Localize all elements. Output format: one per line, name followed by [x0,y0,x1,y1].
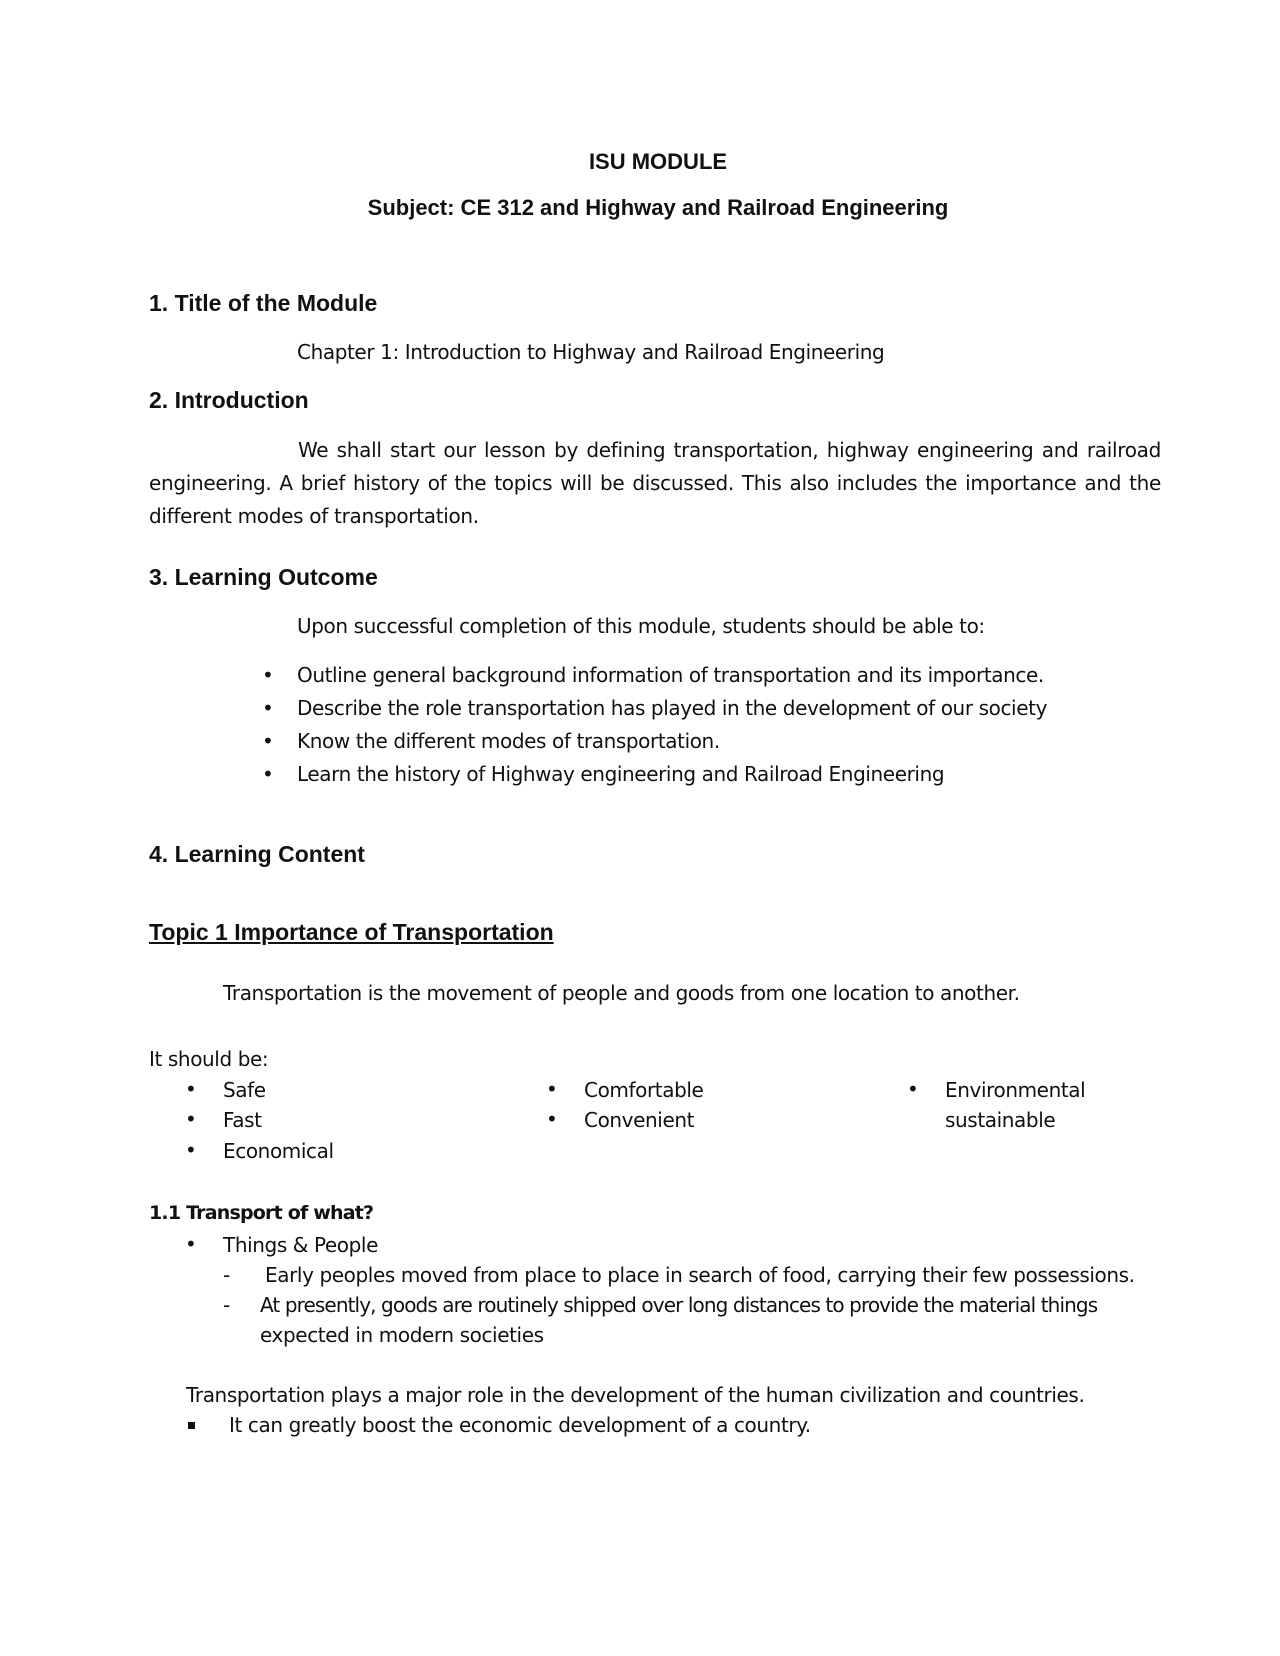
introduction-paragraph [149,434,1161,533]
quality-item-continuation: sustainable [945,1108,1056,1132]
bullet-icon: • [546,1107,558,1131]
outcome-lead: Upon successful completion of this module, students should be able to: [297,614,985,638]
topic-1-heading: Topic 1 Importance of Transportation [149,919,554,945]
dash-icon: - [223,1293,230,1317]
should-be-label: It should be: [149,1047,269,1071]
bullet-icon: • [262,663,274,687]
outcome-text: Know the different modes of transportation. [297,729,720,753]
chapter-title: Chapter 1: Introduction to Highway and Railroad Engineering [297,340,885,364]
bullet-icon: • [185,1232,197,1256]
bullet-icon: • [185,1077,197,1101]
closing-paragraph: Transportation plays a major role in the development of the human civilization and countries. [186,1383,1085,1407]
outcome-text: Describe the role transportation has played in the development of our society [297,696,1048,720]
transportation-definition: Transportation is the movement of people and goods from one location to another. [223,981,1020,1005]
subsection-1-1-heading: 1.1 Transport of what? [149,1202,374,1224]
section-1-heading: 1. Title of the Module [149,290,378,316]
bullet-icon: • [262,762,274,786]
section-2-heading: 2. Introduction [149,387,309,413]
quality-item: Economical [223,1139,334,1163]
quality-item: Comfortable [584,1078,704,1102]
outcome-text: Learn the history of Highway engineering and Railroad Engineering [297,762,945,786]
outcome-text: Outline general background information of transportation and its importance. [297,663,1044,687]
dash-item-1: Early peoples moved from place to place in search of food, carrying their few possessions. [265,1263,1135,1287]
bullet-icon: • [546,1077,558,1101]
dash-icon: - [223,1263,230,1287]
quality-item: Safe [223,1078,266,1102]
dash-item-2: At presently, goods are routinely shipped over long distances to provide the material things [260,1293,1098,1317]
bullet-icon: • [907,1077,919,1101]
bullet-icon: • [185,1138,197,1162]
bullet-icon: • [262,729,274,753]
things-people-item: Things & People [223,1233,378,1257]
section-4-heading: 4. Learning Content [149,841,365,867]
bullet-icon: • [262,696,274,720]
quality-item: Convenient [584,1108,695,1132]
introduction-text: We shall start our lesson by defining transportation, highway engineering and railroad engineering. A brief history of the topics will be discussed. This also includes the importance and the different modes of transportation. [149,438,1161,528]
subject-line: Subject: CE 312 and Highway and Railroad Engineering [367,195,949,220]
dash-item-2-continuation: expected in modern societies [260,1323,544,1347]
section-3-heading: 3. Learning Outcome [149,564,378,590]
quality-item: Environmental [945,1078,1086,1102]
bullet-icon: • [185,1107,197,1131]
quality-item: Fast [223,1108,262,1132]
module-title: ISU MODULE [588,149,728,174]
square-bullet-text: It can greatly boost the economic development of a country. [229,1413,811,1437]
square-bullet-icon [188,1422,195,1429]
